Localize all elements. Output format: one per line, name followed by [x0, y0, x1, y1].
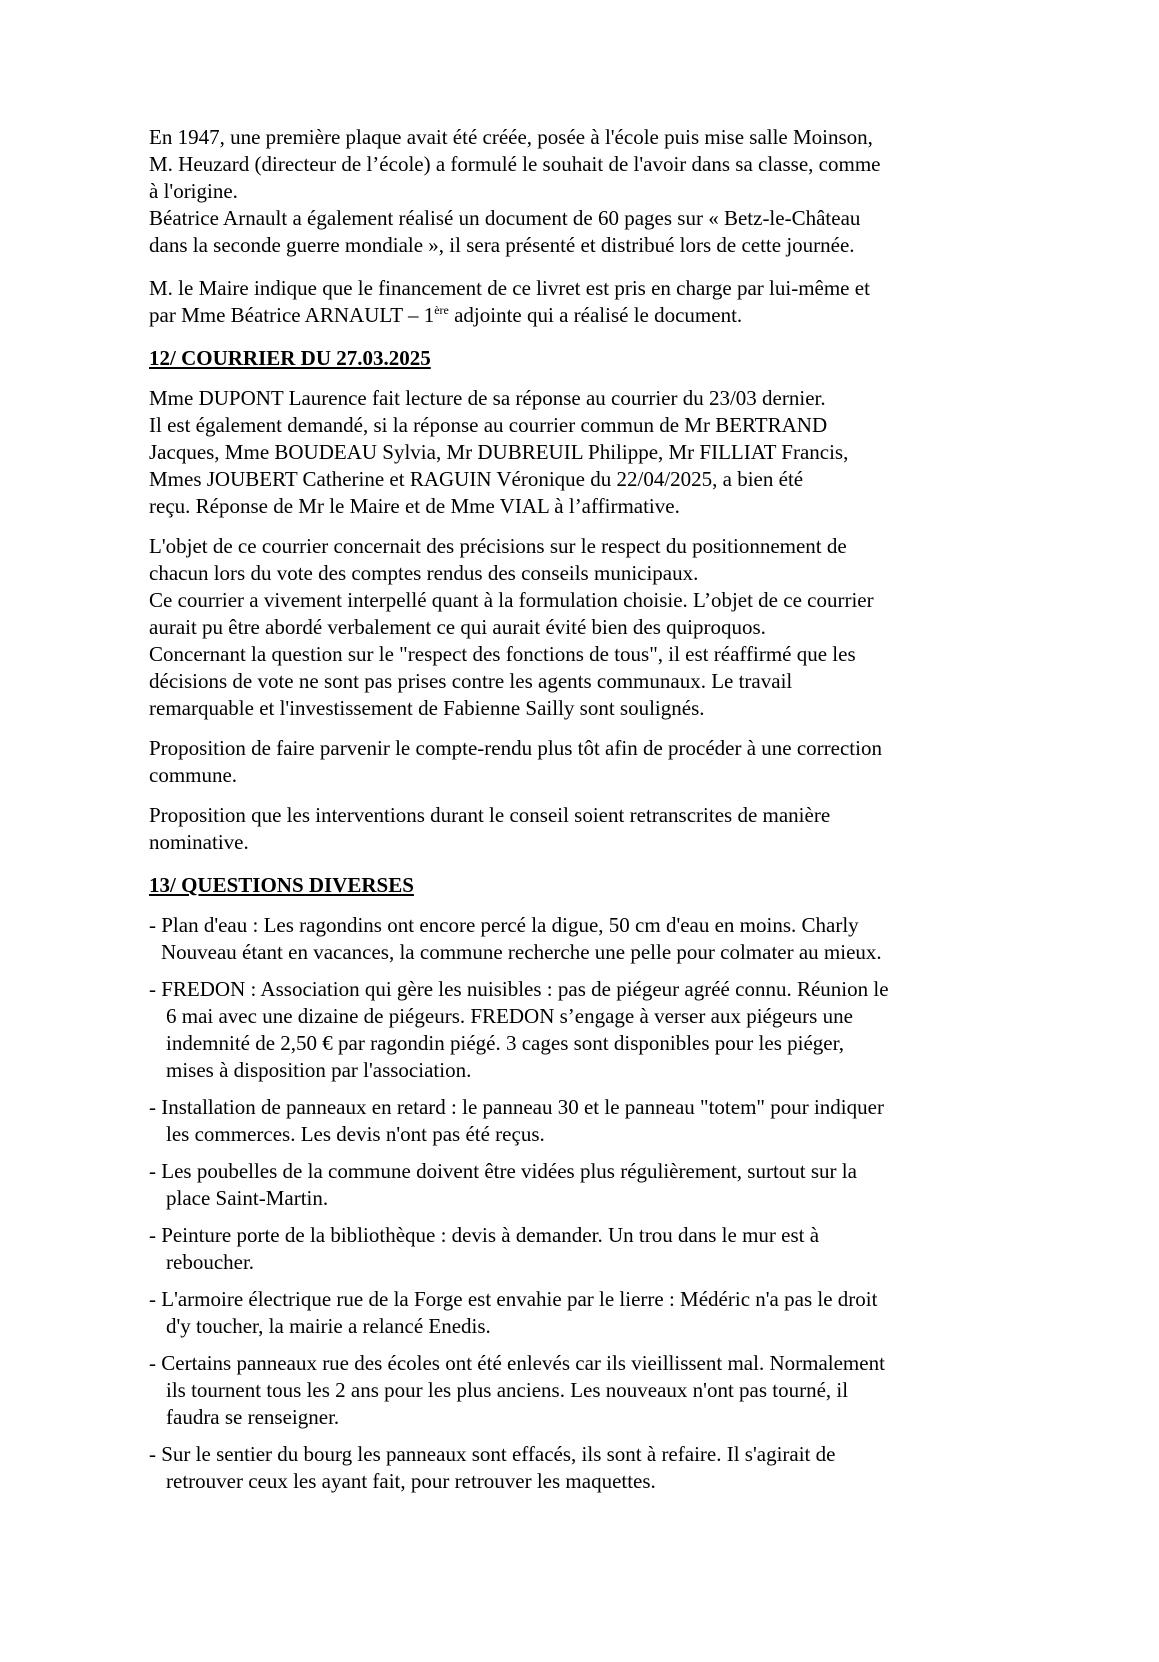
section-12-paragraph-3	[149, 735, 1009, 789]
text-line: Ce courrier a vivement interpellé quant à la formulation choisie. L’objet de ce courrier	[149, 588, 874, 612]
section-12-paragraph-4	[149, 802, 1009, 856]
text-line	[149, 302, 1009, 329]
section-12-paragraph-1	[149, 385, 1009, 520]
text-line: faudra se renseigner.	[166, 1405, 340, 1429]
text-line: remarquable et l'investissement de Fabienne Sailly sont soulignés.	[149, 696, 705, 720]
text-line: nominative.	[149, 830, 249, 854]
text-line: L'objet de ce courrier concernait des précisions sur le respect du positionnement de	[149, 534, 847, 558]
text-line: dans la seconde guerre mondiale », il sera présenté et distribué lors de cette journée.	[149, 233, 855, 257]
text-line: Béatrice Arnault a également réalisé un document de 60 pages sur « Betz-le-Château	[149, 206, 861, 230]
text-line: Jacques, Mme BOUDEAU Sylvia, Mr DUBREUIL Philippe, Mr FILLIAT Francis,	[149, 440, 849, 464]
list-item	[149, 1350, 1009, 1431]
text-line: - Les poubelles de la commune doivent être vidées plus régulièrement, surtout sur la	[149, 1159, 857, 1183]
text-line: aurait pu être abordé verbalement ce qui aurait évité bien des quiproquos.	[149, 615, 766, 639]
text-line: commune.	[149, 763, 238, 787]
text-line: M. le Maire indique que le financement de ce livret est pris en charge par lui-même et	[149, 276, 870, 300]
text-line: Il est également demandé, si la réponse au courrier commun de Mr BERTRAND	[149, 413, 828, 437]
text-line: ils tournent tous les 2 ans pour les plus anciens. Les nouveaux n'ont pas tourné, il	[166, 1378, 849, 1402]
text-line: d'y toucher, la mairie a relancé Enedis.	[166, 1314, 491, 1338]
text-line: - Plan d'eau : Les ragondins ont encore percé la digue, 50 cm d'eau en moins. Charly	[149, 913, 859, 937]
list-item	[149, 1222, 1009, 1276]
section-13-heading: 13/ QUESTIONS DIVERSES	[149, 873, 414, 897]
text-line: - FREDON : Association qui gère les nuisibles : pas de piégeur agréé connu. Réunion le	[149, 977, 889, 1001]
text-line: - L'armoire électrique rue de la Forge est envahie par le lierre : Médéric n'a pas le droit	[149, 1287, 878, 1311]
text-line: reçu. Réponse de Mr le Maire et de Mme VIAL à l’affirmative.	[149, 494, 680, 518]
list-item	[149, 1158, 1009, 1212]
section-12-paragraph-2	[149, 533, 1009, 722]
text-line: à l'origine.	[149, 179, 238, 203]
text-line: Proposition de faire parvenir le compte-rendu plus tôt afin de procéder à une correction	[149, 736, 882, 760]
text-line: - Sur le sentier du bourg les panneaux sont effacés, ils sont à refaire. Il s'agirait de	[149, 1442, 836, 1466]
text-line: Mme DUPONT Laurence fait lecture de sa réponse au courrier du 23/03 dernier.	[149, 386, 826, 410]
ordinal-superscript: ère	[434, 303, 449, 317]
intro-paragraph-2	[149, 275, 1009, 329]
text-line: indemnité de 2,50 € par ragondin piégé. 3 cages sont disponibles pour les piéger,	[166, 1031, 844, 1055]
text-line: - Installation de panneaux en retard : le panneau 30 et le panneau "totem" pour indiquer	[149, 1095, 884, 1119]
section-12-heading: 12/ COURRIER DU 27.03.2025	[149, 346, 431, 370]
text-line: - Certains panneaux rue des écoles ont été enlevés car ils vieillissent mal. Normalement	[149, 1351, 885, 1375]
list-item	[149, 1094, 1009, 1148]
text-line: décisions de vote ne sont pas prises contre les agents communaux. Le travail	[149, 669, 793, 693]
list-item	[149, 976, 1009, 1084]
text-line: mises à disposition par l'association.	[166, 1058, 472, 1082]
text-line: Mmes JOUBERT Catherine et RAGUIN Véronique du 22/04/2025, a bien été	[149, 467, 804, 491]
text-line: Concernant la question sur le "respect des fonctions de tous", il est réaffirmé que les	[149, 642, 856, 666]
document-body	[149, 124, 1009, 1505]
list-item	[149, 912, 1009, 966]
text-line: En 1947, une première plaque avait été créée, posée à l'école puis mise salle Moinson,	[149, 125, 873, 149]
text-line: - Peinture porte de la bibliothèque : devis à demander. Un trou dans le mur est à	[149, 1223, 820, 1247]
text-line: reboucher.	[166, 1250, 255, 1274]
text-line: Nouveau étant en vacances, la commune recherche une pelle pour colmater au mieux.	[161, 940, 882, 964]
text-line: chacun lors du vote des comptes rendus des conseils municipaux.	[149, 561, 699, 585]
list-item	[149, 1441, 1009, 1495]
text-line: retrouver ceux les ayant fait, pour retrouver les maquettes.	[166, 1469, 656, 1493]
text-line: 6 mai avec une dizaine de piégeurs. FREDON s’engage à verser aux piégeurs une	[166, 1004, 853, 1028]
text-line: Proposition que les interventions durant le conseil soient retranscrites de manière	[149, 803, 831, 827]
text-line: place Saint-Martin.	[166, 1186, 329, 1210]
text-line: les commerces. Les devis n'ont pas été reçus.	[166, 1122, 545, 1146]
text-line: M. Heuzard (directeur de l’école) a formulé le souhait de l'avoir dans sa classe, comme	[149, 152, 881, 176]
list-item	[149, 1286, 1009, 1340]
text-fragment: par Mme Béatrice ARNAULT – 1	[149, 303, 435, 327]
text-fragment: adjointe qui a réalisé le document.	[448, 303, 743, 327]
intro-paragraph-1	[149, 124, 1009, 259]
